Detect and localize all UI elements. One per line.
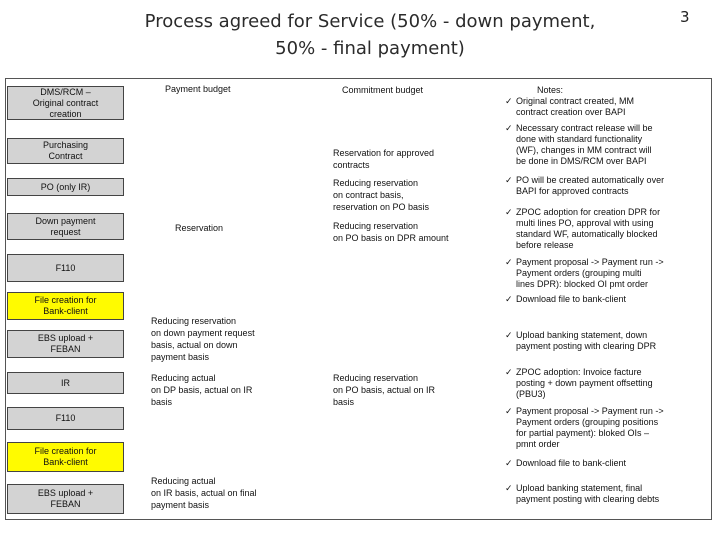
payment-reducing-dp: Reducing reservation on down payment request basis, actual on down payment basis bbox=[151, 316, 255, 362]
title-line-2: 50% - final payment) bbox=[275, 38, 465, 59]
note-item: ✓ Payment proposal -> Payment run -> Payment orders (grouping multi lines DPR): blocked OI pmt order bbox=[505, 257, 664, 289]
commitment-reducing-po-ir: Reducing reservation on PO basis, actual on IR basis bbox=[333, 373, 436, 407]
flow-step-ebs-upload-2: EBS upload + FEBAN bbox=[7, 484, 124, 514]
check-icon: ✓ bbox=[505, 367, 513, 377]
note-item: ✓ ZPOC adoption: Invoice facture posting + down payment offsetting (PBU3) bbox=[505, 367, 653, 399]
payment-reducing-actual-ir: Reducing actual on IR basis, actual on final payment basis bbox=[151, 476, 257, 510]
flow-step-contract-creation: DMS/RCM – Original contract creation bbox=[7, 86, 124, 120]
flow-step-po: PO (only IR) bbox=[7, 178, 124, 196]
commitment-budget-header: Commitment budget bbox=[342, 85, 424, 95]
note-item: ✓ Upload banking statement, down payment posting with clearing DPR bbox=[505, 330, 657, 351]
flow-step-file-creation-1: File creation for Bank-client bbox=[7, 292, 124, 320]
commitment-reservation-approved: Reservation for approved contracts bbox=[333, 148, 435, 170]
flow-step-purchasing-contract: Purchasing Contract bbox=[7, 138, 124, 164]
payment-budget-header: Payment budget bbox=[165, 84, 231, 94]
title-line-1: Process agreed for Service (50% - down payment, bbox=[144, 11, 596, 32]
note-item: ✓ Original contract created, MM contract creation over BAPI bbox=[505, 96, 635, 117]
note-item: ✓ Download file to bank-client bbox=[505, 294, 627, 304]
check-icon: ✓ bbox=[505, 406, 513, 416]
flow-step-ebs-upload-1: EBS upload + FEBAN bbox=[7, 330, 124, 358]
payment-reducing-actual-dp: Reducing actual on DP basis, actual on IR basis bbox=[151, 373, 253, 407]
check-icon: ✓ bbox=[505, 207, 513, 217]
flow-step-file-creation-2: File creation for Bank-client bbox=[7, 442, 124, 472]
flow-step-f110-2: F110 bbox=[7, 407, 124, 430]
note-item: ✓ ZPOC adoption for creation DPR for multi lines PO, approval with using standard WF, automatically blocked before release bbox=[505, 207, 661, 250]
commitment-reducing-contract: Reducing reservation on contract basis, reservation on PO basis bbox=[333, 178, 430, 212]
page-number: 3 bbox=[680, 8, 690, 26]
flow-step-down-payment-request: Down payment request bbox=[7, 213, 124, 240]
note-item: ✓ Payment proposal -> Payment run -> Payment orders (grouping positions for partial payment): bloked OIs – pmnt order bbox=[505, 406, 664, 449]
notes-header: Notes: bbox=[537, 85, 564, 95]
slide-title bbox=[90, 8, 650, 62]
check-icon: ✓ bbox=[505, 257, 513, 267]
note-item: ✓ Necessary contract release will be done with standard functionality (WF), changes in MM contract will be done in DMS/RCM over BAPI bbox=[505, 123, 653, 166]
check-icon: ✓ bbox=[505, 330, 513, 340]
commitment-reducing-po-dpr: Reducing reservation on PO basis on DPR amount bbox=[333, 221, 449, 243]
note-item: ✓ Upload banking statement, final payment posting with clearing debts bbox=[505, 483, 660, 504]
check-icon: ✓ bbox=[505, 294, 513, 304]
check-icon: ✓ bbox=[505, 458, 513, 468]
check-icon: ✓ bbox=[505, 175, 513, 185]
check-icon: ✓ bbox=[505, 96, 513, 106]
payment-reservation: Reservation bbox=[175, 223, 224, 233]
check-icon: ✓ bbox=[505, 483, 513, 493]
note-item: ✓ PO will be created automatically over BAPI for approved contracts bbox=[505, 175, 665, 196]
check-icon: ✓ bbox=[505, 123, 513, 133]
flow-step-ir: IR bbox=[7, 372, 124, 394]
flow-step-f110-1: F110 bbox=[7, 254, 124, 282]
note-item: ✓ Download file to bank-client bbox=[505, 458, 627, 468]
